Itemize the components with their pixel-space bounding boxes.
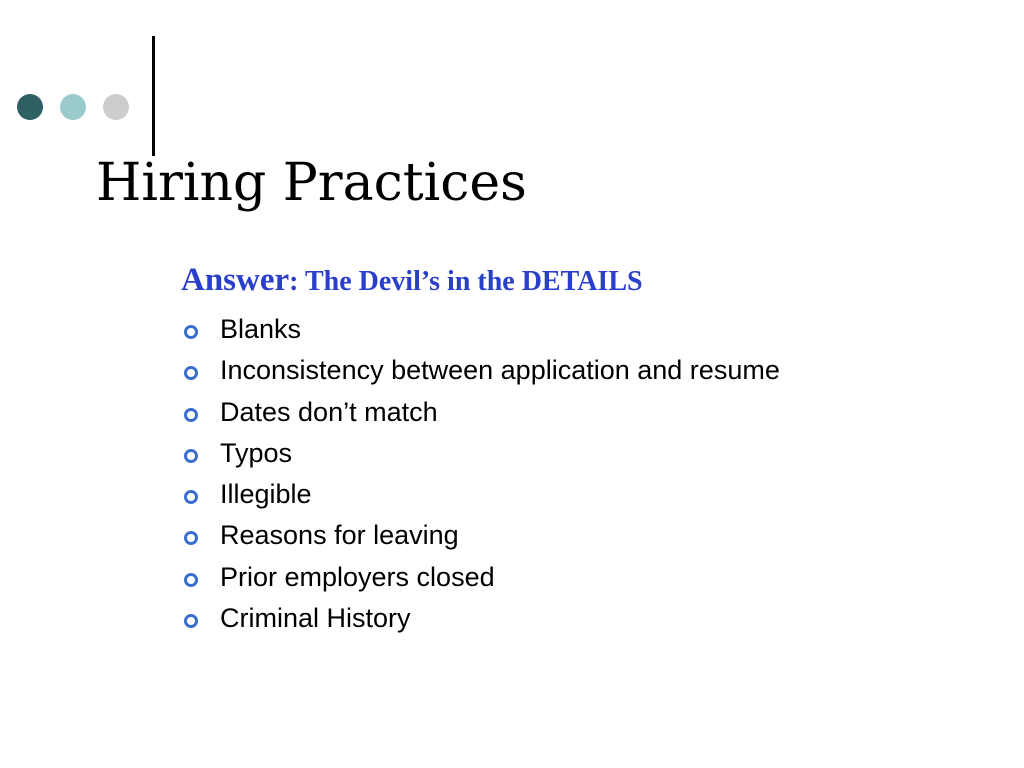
gray-dot-icon [103, 94, 129, 120]
hollow-circle-bullet-icon [184, 408, 198, 422]
bullet-item [180, 557, 780, 598]
hollow-circle-bullet-icon [184, 614, 198, 628]
bullet-item [180, 433, 780, 474]
bullet-text: Illegible [220, 479, 312, 510]
bullet-text: Criminal History [220, 603, 411, 634]
bullet-item [180, 598, 780, 639]
light-teal-dot-icon [60, 94, 86, 120]
hollow-circle-bullet-icon [184, 573, 198, 587]
dark-teal-dot-icon [17, 94, 43, 120]
hollow-circle-bullet-icon [184, 325, 198, 339]
bullet-text: Dates don’t match [220, 396, 438, 427]
title-divider-line [152, 36, 155, 156]
bullet-text: Prior employers closed [220, 561, 495, 592]
answer-subheading [181, 262, 643, 299]
hollow-circle-bullet-icon [184, 490, 198, 504]
hollow-circle-bullet-icon [184, 449, 198, 463]
slide-title: Hiring Practices [96, 153, 527, 213]
bullet-item [180, 309, 780, 350]
bullet-text: Typos [220, 437, 293, 468]
hollow-circle-bullet-icon [184, 366, 198, 380]
bullet-item [180, 350, 780, 391]
bullet-text: Inconsistency between application and resume [220, 355, 780, 386]
answer-label: Answer [181, 262, 290, 298]
bullet-item [180, 474, 780, 515]
answer-text: : The Devil’s in the DETAILS [289, 266, 643, 297]
bullet-text: Blanks [220, 314, 302, 344]
bullet-item [180, 515, 780, 556]
bullet-text: Reasons for leaving [220, 520, 459, 551]
hollow-circle-bullet-icon [184, 531, 198, 545]
detail-bullet-list [180, 309, 780, 639]
bullet-item [180, 392, 780, 433]
